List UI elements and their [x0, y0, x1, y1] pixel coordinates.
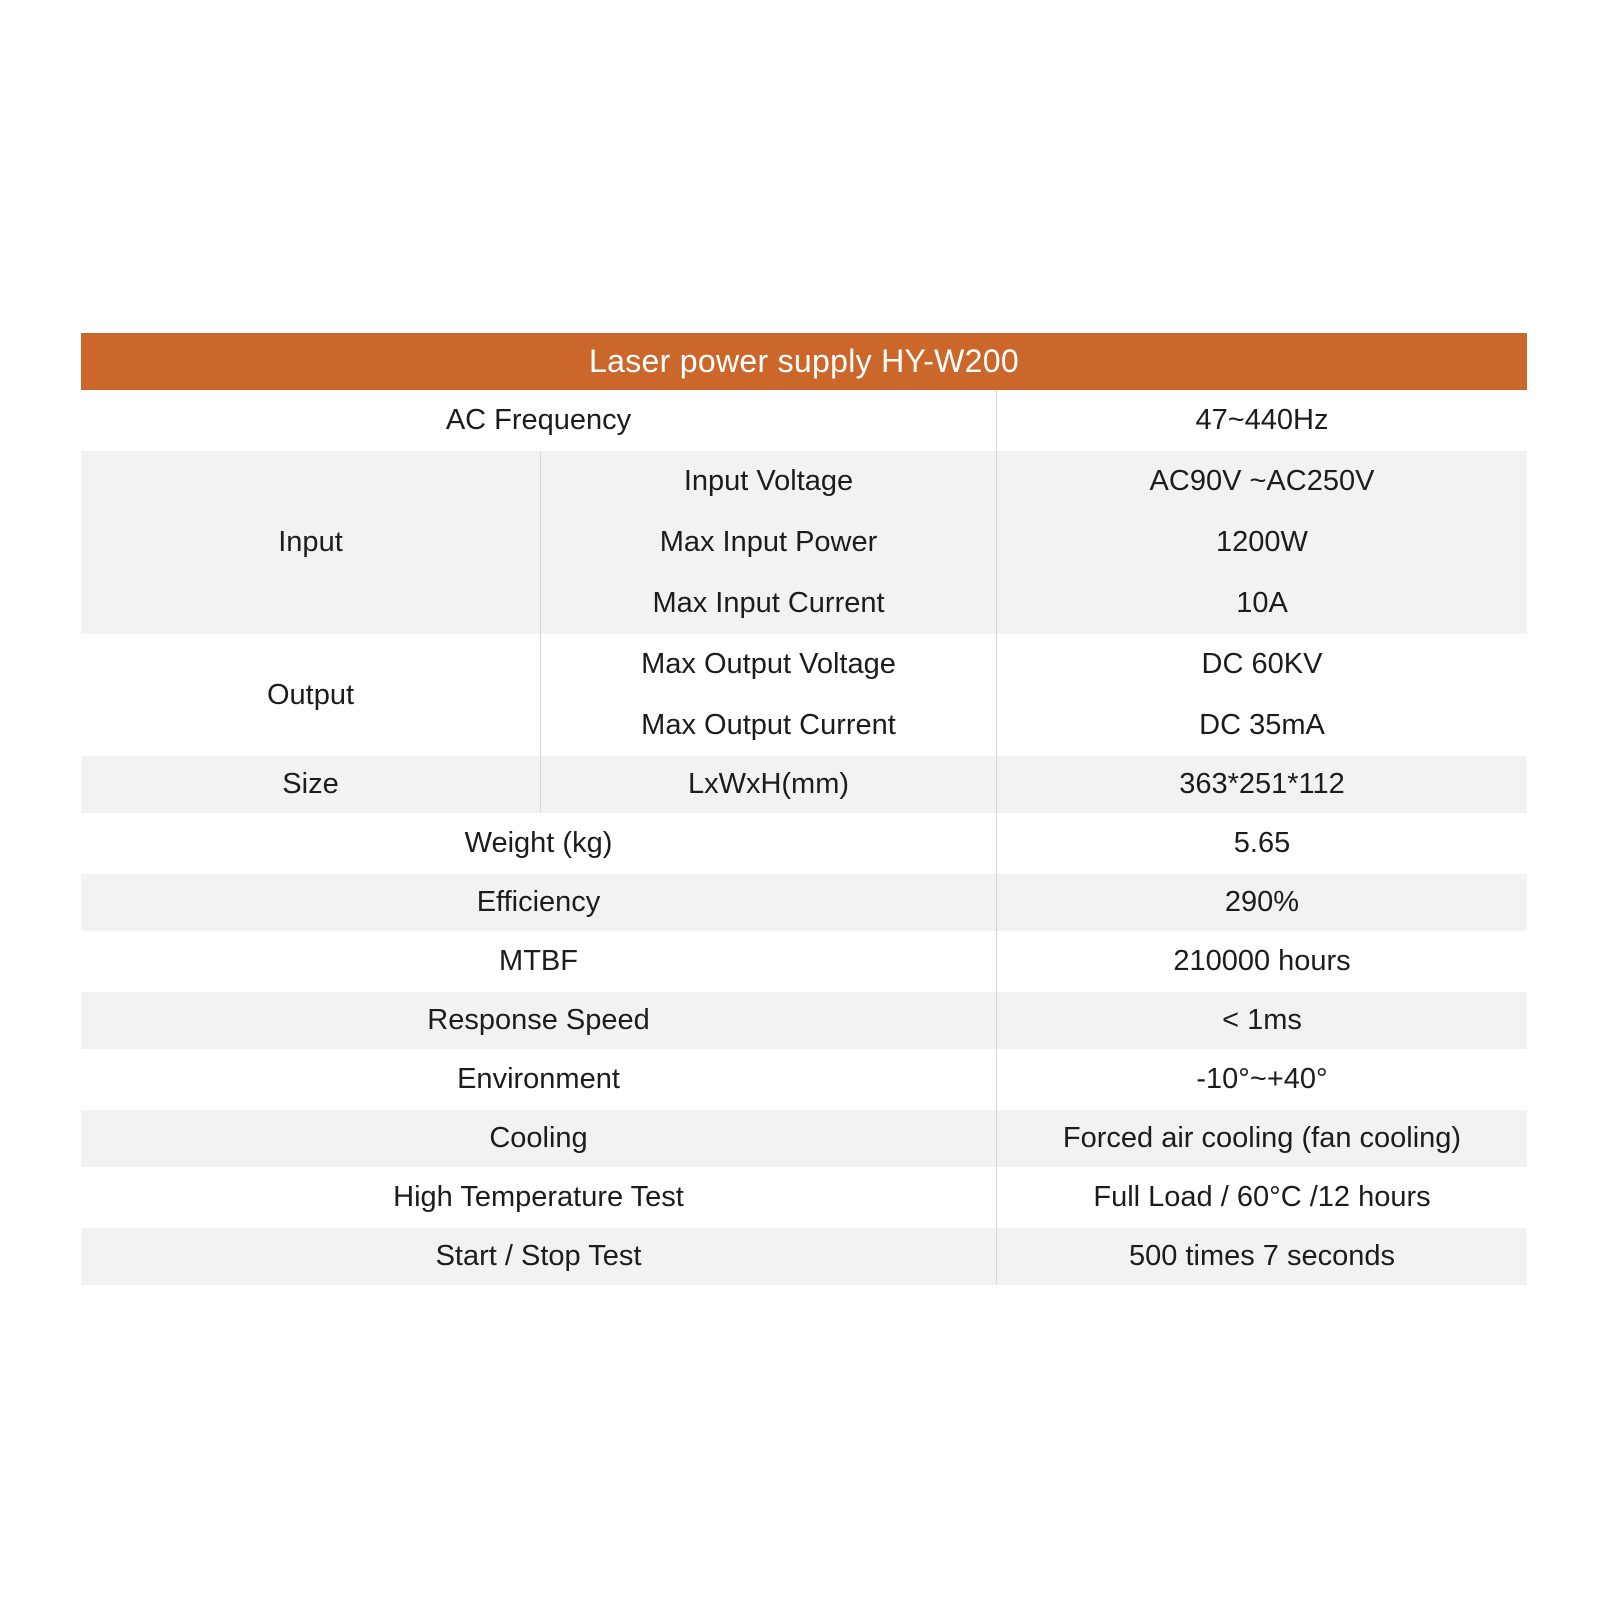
- max-input-current-label: Max Input Current: [540, 573, 996, 634]
- size-dimensions-label: LxWxH(mm): [540, 756, 996, 813]
- table-title: Laser power supply HY-W200: [81, 333, 1527, 390]
- max-output-current-value: DC 35mA: [996, 695, 1527, 756]
- weight-label: Weight (kg): [81, 813, 996, 874]
- mtbf-label: MTBF: [81, 931, 996, 992]
- start-stop-test-label: Start / Stop Test: [81, 1228, 996, 1285]
- ac-frequency-label: AC Frequency: [81, 390, 996, 451]
- size-group-label: Size: [81, 756, 540, 813]
- max-input-power-value: 1200W: [996, 512, 1527, 573]
- efficiency-value: 290%: [996, 874, 1527, 931]
- spec-table: [81, 333, 1527, 1285]
- input-voltage-value: AC90V ~AC250V: [996, 451, 1527, 512]
- environment-value: -10°~+40°: [996, 1049, 1527, 1110]
- input-voltage-label: Input Voltage: [540, 451, 996, 512]
- weight-value: 5.65: [996, 813, 1527, 874]
- size-value: 363*251*112: [996, 756, 1527, 813]
- spec-grid: [81, 390, 1527, 1285]
- response-speed-value: < 1ms: [996, 992, 1527, 1049]
- efficiency-label: Efficiency: [81, 874, 996, 931]
- response-speed-label: Response Speed: [81, 992, 996, 1049]
- mtbf-value: 210000 hours: [996, 931, 1527, 992]
- environment-label: Environment: [81, 1049, 996, 1110]
- max-output-voltage-value: DC 60KV: [996, 634, 1527, 695]
- output-group-label: Output: [81, 634, 540, 756]
- max-input-current-value: 10A: [996, 573, 1527, 634]
- cooling-label: Cooling: [81, 1110, 996, 1167]
- max-output-current-label: Max Output Current: [540, 695, 996, 756]
- input-group-label: Input: [81, 451, 540, 634]
- ac-frequency-value: 47~440Hz: [996, 390, 1527, 451]
- high-temperature-test-label: High Temperature Test: [81, 1167, 996, 1228]
- max-output-voltage-label: Max Output Voltage: [540, 634, 996, 695]
- max-input-power-label: Max Input Power: [540, 512, 996, 573]
- start-stop-test-value: 500 times 7 seconds: [996, 1228, 1527, 1285]
- high-temperature-test-value: Full Load / 60°C /12 hours: [996, 1167, 1527, 1228]
- cooling-value: Forced air cooling (fan cooling): [996, 1110, 1527, 1167]
